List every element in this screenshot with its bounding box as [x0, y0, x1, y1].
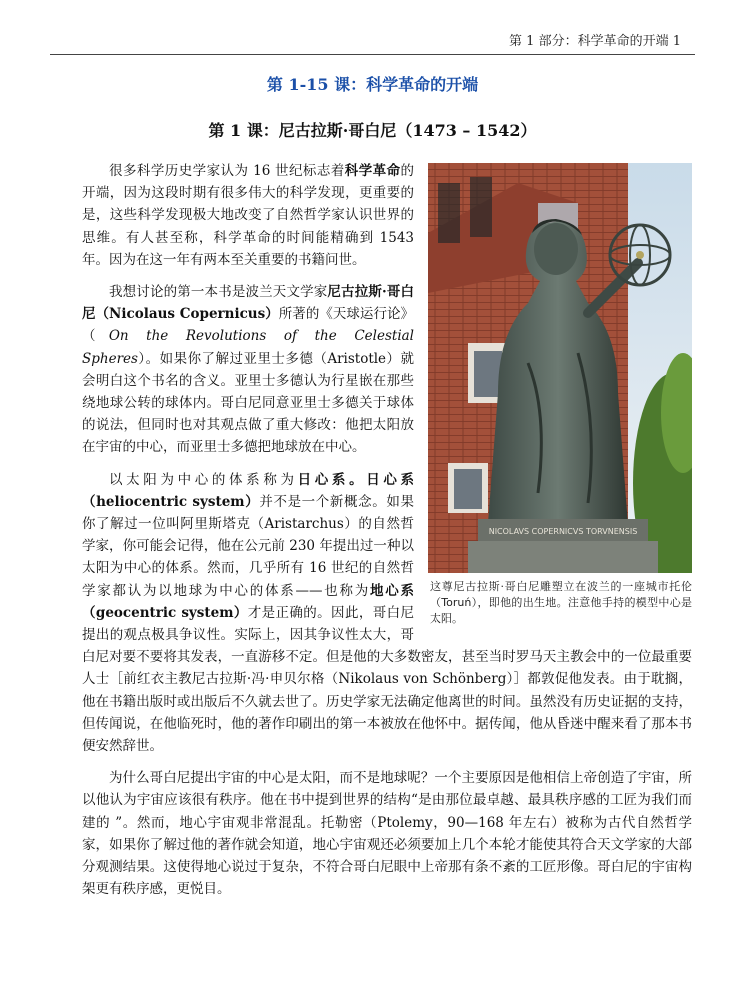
- lesson-title: 第 1 课：尼古拉斯·哥白尼（1473 – 1542）: [208, 121, 537, 140]
- statue-figure: [428, 163, 692, 627]
- paragraph-4: 为什么哥白尼提出宇宙的中心是太阳，而不是地球呢？一个主要原因是他相信上帝创造了宇宙，所以他认为宇宙应该很有秩序。他在书中提到世界的结构“是由那位最卓越、最具秩序感的工匠为我们而建的 ”。然而，地心宇宙观非常混乱。托勒密（Ptolemy，90—168 年左右）被称为古代自然哲学家，如果你了解过他的著作就会知道，地心宇宙观还必须要加上几个本轮才能使其符合天文学家的大部分观测结果。这使得地心说过于复杂，不符合哥白尼眼中上帝那有条不紊的工匠形像。哥白尼的宇宙构架更有秩序感，更悦目。: [82, 770, 692, 898]
- copernicus-statue-photo: [428, 163, 692, 573]
- term-geocentric: 地心系（geocentric system）: [82, 582, 414, 621]
- paragraph-3: 以太阳为中心的体系称为日心系。日心系（heliocentric system）并不是一个新概念。如果你了解过一位叫阿里斯塔克（Aristarchus）的自然哲学家，你可能会记得，他在公元前 230 年提出过一种以太阳为中心的体系。然而，几乎所有 16 世纪的自然哲学家都认为以地球为中心的体系——也称为地心系（geocentric system）才是正确的。因此，哥白尼提出的观点极具争议性。实际上，因其争议性太大，哥白尼对要不要将其发表，一直游移不定。但是他的大多数密友，甚至当时罗马天主教会中的一位最重要人士［前红衣主教尼古拉斯·冯·申贝尔格（Nikolaus von Schönberg）］都敦促他发表。由于耽搁，他在书籍出版时或出版后不久就去世了。历史学家无法确定他离世的时间。虽然没有历史证据的支持，但传闻说，在他临死时，他的著作印刷出的第一本被放在他怀中。据传闻，他从昏迷中醒来看了那本书便安然辞世。: [82, 471, 692, 755]
- paragraph-2: 我想讨论的第一本书是波兰天文学家尼古拉斯·哥白尼（Nicolaus Copernicus）所著的《天球运行论》（On the Revolutions of the Celestial Spheres）。如果你了解过亚里士多德（Aristotle）就会明白这个书名的含义。亚里士多德认为行星嵌在那些绕地球公转的球体内。哥白尼同意亚里士多德关于球体的说法，但同时也对其观点做了重大修改：他把太阳放在宇宙的中心，而亚里士多德把地球放在中心。: [82, 284, 415, 456]
- term-scientific-revolution: 科学革命: [344, 163, 401, 179]
- header-rule: [50, 54, 695, 55]
- term-heliocentric: 日心系。日心系（heliocentric system）: [82, 471, 415, 510]
- term-copernicus: 尼古拉斯·哥白尼（Nicolaus Copernicus）: [82, 284, 415, 323]
- running-header: 第 1 部分：科学革命的开端 1: [509, 34, 681, 49]
- book-title-english: On the Revolutions of the Celestial Spheres: [82, 328, 414, 367]
- plaque-text: NICOLAVS COPERNICVS TORVNENSIS: [488, 527, 638, 536]
- body-text: [82, 160, 692, 911]
- figure-caption: 这尊尼古拉斯·哥白尼雕塑立在波兰的一座城市托伦（Toruń），即他的出生地。注意他手持的模型中心是太阳。: [430, 580, 692, 625]
- chapter-title: 第 1-15 课：科学革命的开端: [266, 75, 479, 94]
- paragraph-1: 很多科学历史学家认为 16 世纪标志着科学革命的开端，因为这段时期有很多伟大的科学发现，更重要的是，这些科学发现极大地改变了自然哲学家认识世界的思维。有人甚至称，科学革命的时间能精确到 1543 年。因为在这一年有两本至关重要的书籍问世。: [82, 163, 415, 268]
